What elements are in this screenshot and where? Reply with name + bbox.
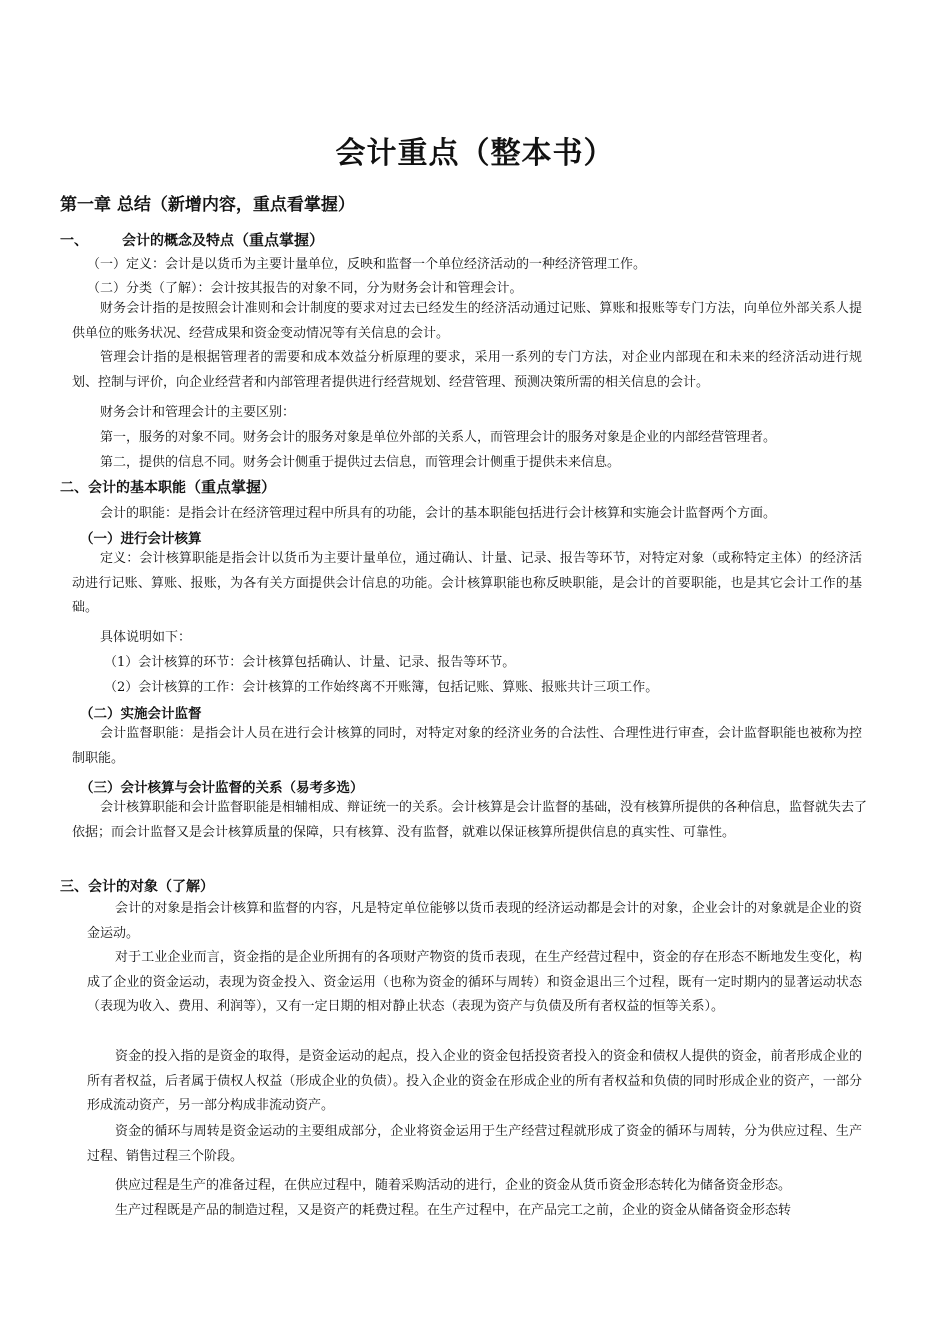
section-2-number: 二、 (60, 480, 88, 496)
section-1-classification: （二）分类（了解）：会计按其报告的对象不同，分为财务会计和管理会计。 (87, 281, 523, 296)
section-2-intro: 会计的职能：是指会计在经济管理过程中所具有的功能，会计的基本职能包括进行会计核算和实施会计监督两个方面。 (100, 506, 777, 521)
accounting-steps-item: （1）会计核算的环节：会计核算包括确认、计量、记录、报告等环节。 (104, 655, 516, 670)
difference-first: 第一，服务的对象不同。财务会计的服务对象是单位外部的关系人，而管理会计的服务对象是企业的内部经营管理者。 (100, 430, 777, 445)
details-intro: 具体说明如下： (100, 630, 192, 645)
section-1-number: 一、 (60, 233, 88, 249)
management-accounting-paragraph: 管理会计指的是根据管理者的需要和成本效益分析原理的要求，采用一系列的专门方法，对企业内部现在和未来的经济活动进行规划、控制与评价，向企业经营者和内部管理者提供进行经营规划、经营管理、预测决策所需的相关信息的会计。 (72, 350, 862, 390)
supply-process-paragraph: 供应过程是生产的准备过程，在供应过程中，随着采购活动的进行，企业的资金从货币资金形态转化为储备资金形态。 (115, 1178, 792, 1193)
subsection-accounting-heading: （一）进行会计核算 (80, 531, 202, 547)
subsection-relationship-heading: （三）会计核算与会计监督的关系（易考多选） (80, 780, 364, 796)
section-3-heading (60, 876, 214, 896)
accounting-work-item: （2）会计核算的工作：会计核算的工作始终离不开账簿，包括记账、算账、报账共计三项工作。 (104, 680, 659, 695)
section-2-tag: （重点掌握） (186, 478, 277, 496)
supervision-paragraph: 会计监督职能：是指会计人员在进行会计核算的同时，对特定对象的经济业务的合法性、合理性进行审查，会计监督职能也被称为控制职能。 (72, 726, 862, 766)
production-process-paragraph: 生产过程既是产品的制造过程，又是资产的耗费过程。在生产过程中，在产品完工之前，企业的资金从储备资金形态转 (115, 1203, 792, 1218)
accounting-definition-paragraph: 定义：会计核算职能是指会计以货币为主要计量单位，通过确认、计量、记录、报告等环节，对特定对象（或称特定主体）的经济活动进行记账、算账、报账，为各有关方面提供会计信息的功能。会计核算职能也称反映职能，是会计的首要职能，也是其它会计工作的基础。 (72, 551, 862, 615)
section-3-number: 三、 (60, 879, 88, 895)
accounting-object-paragraph: 会计的对象是指会计核算和监督的内容，凡是特定单位能够以货币表现的经济运动都是会计的对象，企业会计的对象就是企业的资金运动。 (87, 901, 862, 941)
document-title: 会计重点（整本书） (335, 136, 615, 171)
section-1-tag: （重点掌握） (234, 231, 325, 249)
capital-circulation-paragraph: 资金的循环与周转是资金运动的主要组成部分，企业将资金运用于生产经营过程就形成了资金的循环与周转，分为供应过程、生产过程、销售过程三个阶段。 (87, 1124, 862, 1164)
financial-accounting-paragraph: 财务会计指的是按照会计准则和会计制度的要求对过去已经发生的经济活动通过记账、算账和报账等专门方法，向单位外部关系人提供单位的账务状况、经营成果和资金变动情况等有关信息的会计。 (72, 301, 862, 341)
section-1-heading (60, 229, 324, 250)
capital-input-paragraph: 资金的投入指的是资金的取得，是资金运动的起点，投入企业的资金包括投资者投入的资金和债权人提供的资金，前者形成企业的所有者权益，后者属于债权人权益（形成企业的负债）。投入企业的资金在形成企业的所有者权益和负债的同时形成企业的资产，一部分形成流动资产，另一部分构成非流动资产。 (87, 1049, 862, 1113)
section-2-title: 会计的基本职能 (88, 480, 186, 496)
subsection-supervision-heading: （二）实施会计监督 (80, 706, 202, 722)
section-3-title: 会计的对象（了解） (88, 879, 214, 895)
difference-second: 第二，提供的信息不同。财务会计侧重于提供过去信息，而管理会计侧重于提供未来信息。 (100, 455, 621, 470)
capital-movement-paragraph: 对于工业企业而言，资金指的是企业所拥有的各项财产物资的货币表现，在生产经营过程中，资金的存在形态不断地发生变化，构成了企业的资金运动，表现为资金投入、资金运用（也称为资金的循环与周转）和资金退出三个过程，既有一定时期内的显著运动状态（表现为收入、费用、利润等），又有一定日期的相对静止状态（表现为资产与负债及所有者权益的恒等关系）。 (87, 950, 862, 1014)
section-1-definition: （一）定义：会计是以货币为主要计量单位，反映和监督一个单位经济活动的一种经济管理工作。 (87, 257, 647, 272)
relationship-paragraph: 会计核算职能和会计监督职能是相辅相成、辩证统一的关系。会计核算是会计监督的基础，没有核算所提供的各种信息，监督就失去了依据；而会计监督又是会计核算质量的保障，只有核算、没有监督，就难以保证核算所提供信息的真实性、可靠性。 (72, 800, 868, 840)
section-1-title: 会计的概念及特点 (122, 233, 234, 249)
differences-intro: 财务会计和管理会计的主要区别： (100, 405, 296, 420)
section-2-heading (60, 476, 276, 497)
chapter-heading: 第一章 总结（新增内容，重点看掌握） (60, 195, 355, 215)
